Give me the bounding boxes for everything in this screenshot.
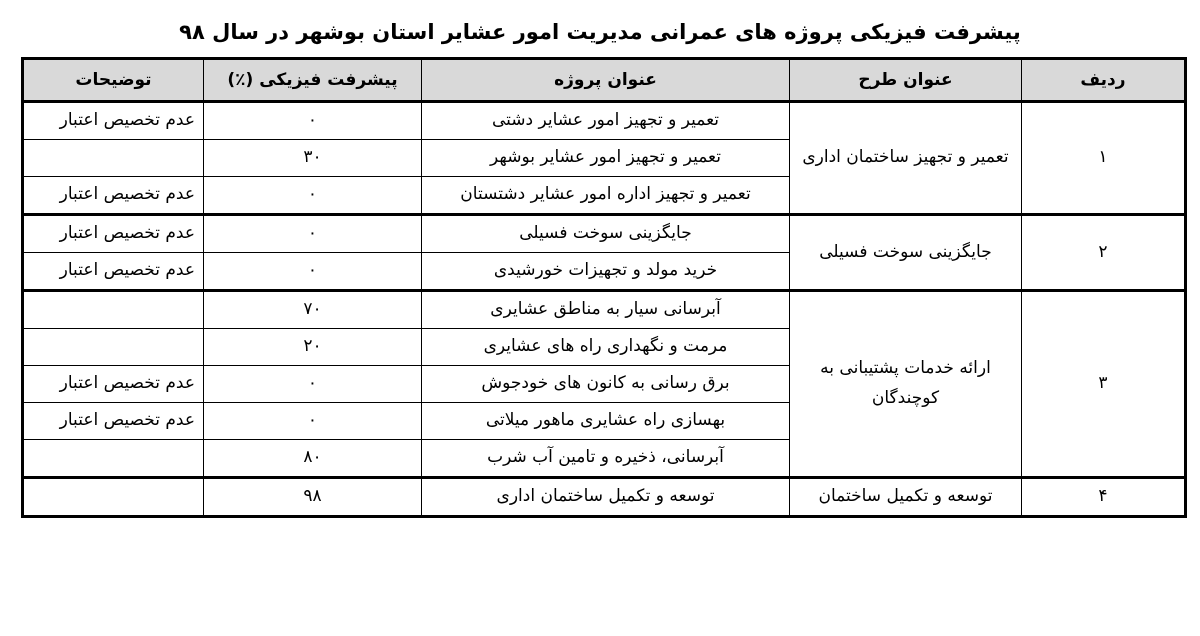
description-cell: عدم تخصیص اعتبار [23, 253, 204, 291]
header-row-number: ردیف [1022, 59, 1186, 102]
description-cell [23, 440, 204, 478]
progress-cell: ۷۰ [204, 291, 422, 329]
header-physical-progress: پیشرفت فیزیکی (٪) [204, 59, 422, 102]
table-row [23, 102, 1186, 140]
project-title-cell: جایگزینی سوخت فسیلی [422, 215, 790, 253]
description-cell: عدم تخصیص اعتبار [23, 215, 204, 253]
header-row [23, 59, 1186, 102]
progress-cell: ۸۰ [204, 440, 422, 478]
description-cell: عدم تخصیص اعتبار [23, 177, 204, 215]
project-title-cell: خرید مولد و تجهیزات خورشیدی [422, 253, 790, 291]
description-cell [23, 329, 204, 366]
row-number-cell: ۳ [1022, 291, 1186, 478]
description-cell: عدم تخصیص اعتبار [23, 102, 204, 140]
plan-title-cell: توسعه و تکمیل ساختمان [790, 478, 1022, 517]
description-cell [23, 140, 204, 177]
project-title-cell: تعمیر و تجهیز امور عشایر بوشهر [422, 140, 790, 177]
project-title-cell: تعمیر و تجهیز امور عشایر دشتی [422, 102, 790, 140]
table-row [23, 478, 1186, 517]
plan-title-cell: جایگزینی سوخت فسیلی [790, 215, 1022, 291]
description-cell [23, 478, 204, 517]
page-title: پیشرفت فیزیکی پروژه های عمرانی مدیریت امور عشایر استان بوشهر در سال ۹۸ [179, 20, 1021, 44]
progress-cell: ۹۸ [204, 478, 422, 517]
progress-table [21, 57, 1187, 518]
plan-title-cell: ارائه خدمات پشتیبانی به کوچندگان [790, 291, 1022, 478]
header-description: توضیحات [23, 59, 204, 102]
project-title-cell: توسعه و تکمیل ساختمان اداری [422, 478, 790, 517]
progress-cell: ۰ [204, 403, 422, 440]
project-title-cell: بهسازی راه عشایری ماهور میلاتی [422, 403, 790, 440]
project-title-cell: مرمت و نگهداری راه های عشایری [422, 329, 790, 366]
project-title-cell: آبرسانی سیار به مناطق عشایری [422, 291, 790, 329]
progress-cell: ۳۰ [204, 140, 422, 177]
row-number-cell: ۴ [1022, 478, 1186, 517]
header-plan-title: عنوان طرح [790, 59, 1022, 102]
progress-cell: ۰ [204, 215, 422, 253]
row-number-cell: ۱ [1022, 102, 1186, 215]
project-title-cell: برق رسانی به کانون های خودجوش [422, 366, 790, 403]
header-project-title: عنوان پروژه [422, 59, 790, 102]
description-cell: عدم تخصیص اعتبار [23, 366, 204, 403]
table-row [23, 215, 1186, 253]
project-title-cell: آبرسانی، ذخیره و تامین آب شرب [422, 440, 790, 478]
table-row [23, 291, 1186, 329]
progress-cell: ۰ [204, 177, 422, 215]
row-number-cell: ۲ [1022, 215, 1186, 291]
description-cell: عدم تخصیص اعتبار [23, 403, 204, 440]
progress-cell: ۰ [204, 253, 422, 291]
progress-cell: ۲۰ [204, 329, 422, 366]
progress-cell: ۰ [204, 366, 422, 403]
progress-cell: ۰ [204, 102, 422, 140]
project-title-cell: تعمیر و تجهیز اداره امور عشایر دشتستان [422, 177, 790, 215]
plan-title-cell: تعمیر و تجهیز ساختمان اداری [790, 102, 1022, 215]
description-cell [23, 291, 204, 329]
